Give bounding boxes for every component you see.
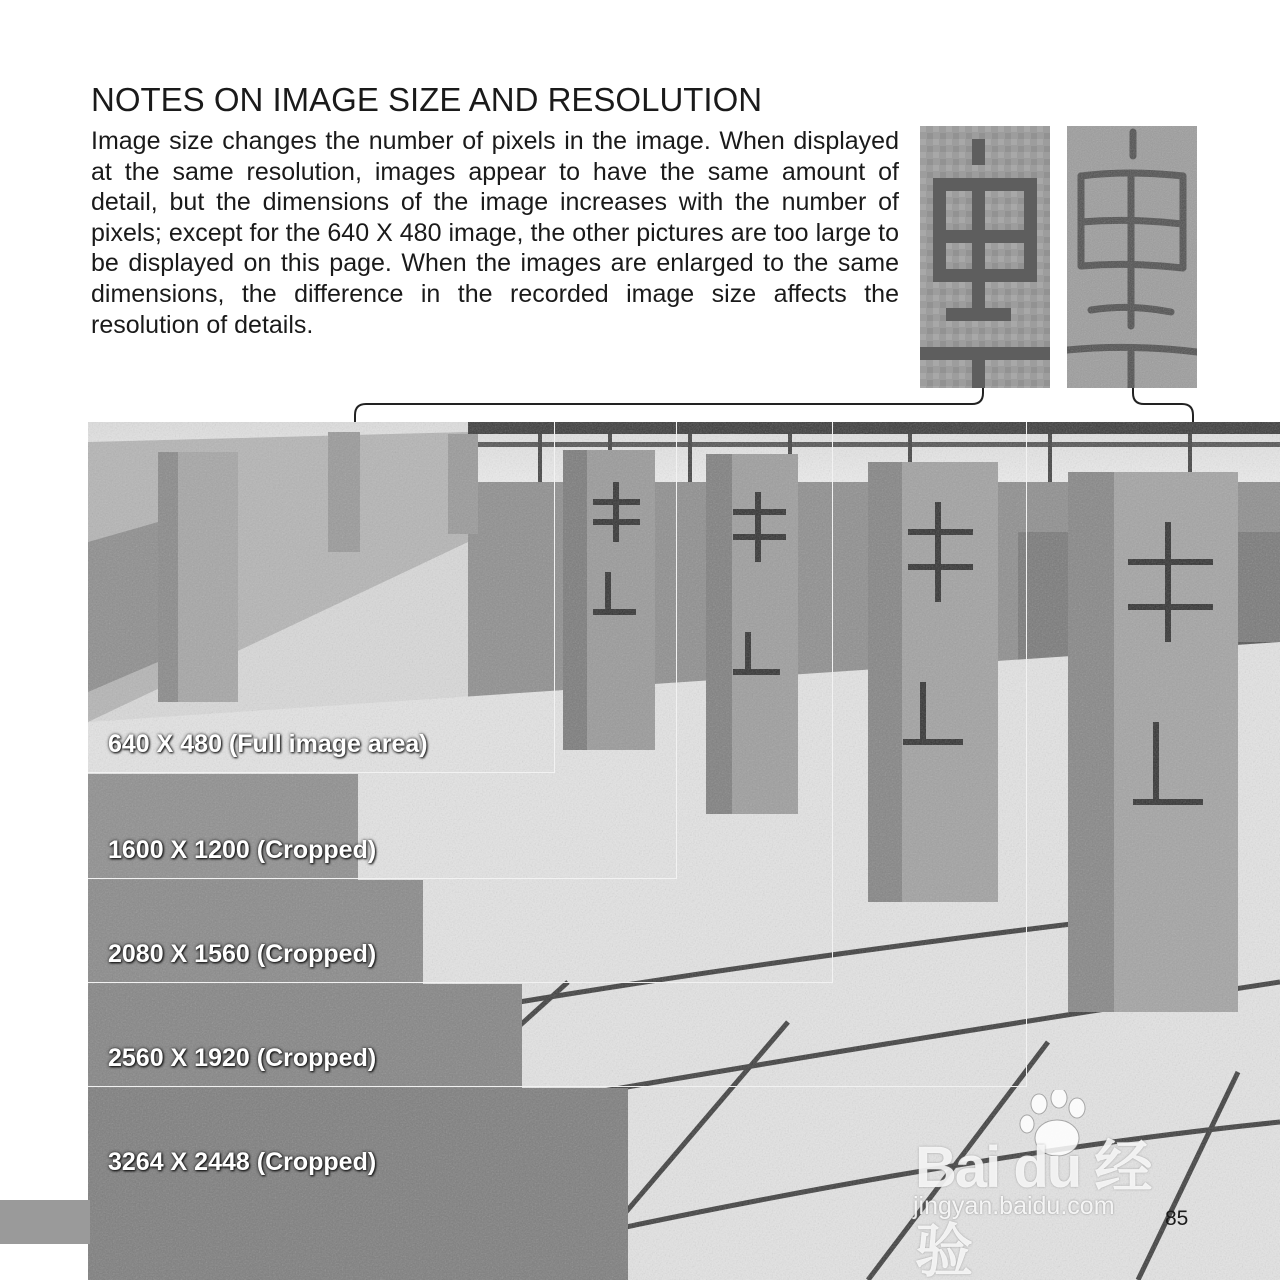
- crop-label-640x480: 640 X 480 (Full image area): [108, 730, 428, 758]
- crop-label-3264x2448: 3264 X 2448 (Cropped): [108, 1148, 377, 1176]
- page-side-tab: [0, 1200, 90, 1244]
- baidu-watermark: [905, 1090, 1205, 1284]
- watermark-logo: Bai du 经验: [915, 1135, 1151, 1284]
- page-number: 85: [1165, 1207, 1189, 1230]
- body-paragraph: Image size changes the number of pixels in the image. When displayed at the same resolution, images appear to have the same amount of detail, but the dimensions of the image increases with the number of pixels; except for the 640 X 480 image, the other pictures are too large to be displayed on this page. When the images are enlarged to the same dimensions, the difference in the recorded image size affects the resolution of details.: [91, 127, 899, 339]
- watermark-url: jingyan.baidu.com: [913, 1192, 1115, 1220]
- crop-label-1600x1200: 1600 X 1200 (Cropped): [108, 836, 377, 864]
- crop-label-2080x1560: 2080 X 1560 (Cropped): [108, 940, 377, 968]
- page-title: NOTES ON IMAGE SIZE AND RESOLUTION: [91, 81, 763, 118]
- low-resolution-detail-image: [920, 126, 1050, 388]
- crop-label-2560x1920: 2560 X 1920 (Cropped): [108, 1044, 377, 1072]
- high-resolution-detail-image: [1067, 126, 1197, 388]
